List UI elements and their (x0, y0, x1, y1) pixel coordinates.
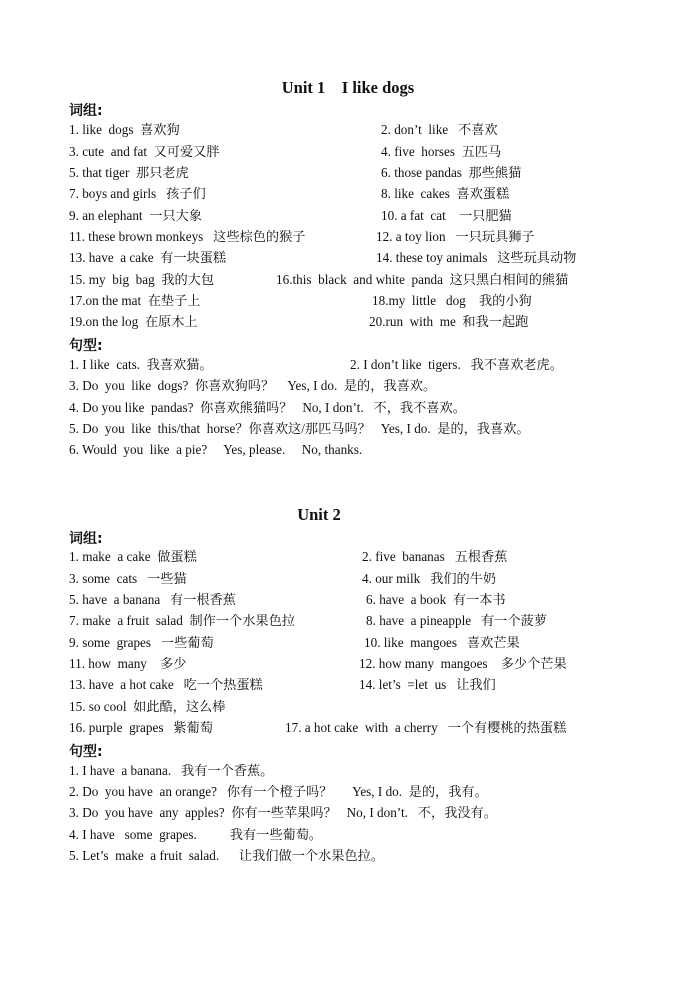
unit2-sentence-4: 4. I have some grapes. 我有一些葡萄。 (69, 827, 323, 842)
unit1-phrase-18: 18.my little dog 我的小狗 (372, 293, 532, 308)
unit2-sentence-3: 3. Do you have any apples? 你有一些苹果吗？ No, I don’t. 不，我没有。 (69, 805, 497, 820)
unit2-phrase-15: 15. so cool 如此酷，这么棒 (69, 699, 226, 714)
unit1-phrase-15: 15. my big bag 我的大包 (69, 272, 215, 287)
unit1-sentence-3: 3. Do you like dogs? 你喜欢狗吗？ Yes, I do. 是的，我喜欢。 (69, 378, 437, 393)
unit2-sentence-1: 1. I have a banana. 我有一个香蕉。 (69, 763, 274, 778)
unit2-phrase-7: 7. make a fruit salad 制作一个水果色拉 (69, 613, 295, 628)
unit1-sentence-5: 5. Do you like this/that horse？你喜欢这/那匹马吗？ Yes, I do. 是的，我喜欢。 (69, 421, 530, 436)
unit2-sentences-heading: 句型: (69, 744, 103, 760)
unit1-phrase-3: 3. cute and fat 又可爱又胖 (69, 144, 220, 159)
unit1-sentences-heading: 句型: (69, 338, 103, 354)
unit2-phrase-11: 11. how many 多少 (69, 656, 187, 671)
unit1-phrase-19: 19.on the log 在原木上 (69, 314, 198, 329)
unit1-phrase-9: 9. an elephant 一只大象 (69, 208, 202, 223)
unit2-phrase-10: 10. like mangoes 喜欢芒果 (364, 635, 520, 650)
unit1-phrase-6: 6. those pandas 那些熊猫 (381, 165, 522, 180)
unit2-phrase-12: 12. how many mangoes 多少个芒果 (359, 656, 567, 671)
unit1-phrase-4: 4. five horses 五匹马 (381, 144, 502, 159)
unit1-phrase-7: 7. boys and girls 孩子们 (69, 186, 206, 201)
unit1-phrase-11: 11. these brown monkeys 这些棕色的猴子 (69, 229, 306, 244)
unit2-phrase-4: 4. our milk 我们的牛奶 (362, 571, 497, 586)
unit2-phrase-13: 13. have a hot cake 吃一个热蛋糕 (69, 677, 263, 692)
unit2-phrase-1: 1. make a cake 做蛋糕 (69, 549, 197, 564)
unit2-phrase-16: 16. purple grapes 紫葡萄 (69, 720, 213, 735)
unit2-phrase-14: 14. let’s =let us 让我们 (359, 677, 496, 692)
unit2-phrase-2: 2. five bananas 五根香蕉 (362, 549, 508, 564)
unit1-sentence-6: 6. Would you like a pie? Yes, please. No, thanks. (69, 442, 363, 457)
unit1-phrase-17: 17.on the mat 在垫子上 (69, 293, 201, 308)
unit1-sentence-2: 2. I don’t like tigers. 我不喜欢老虎。 (350, 357, 563, 372)
unit1-phrase-20: 20.run with me 和我一起跑 (369, 314, 529, 329)
unit1-title: Unit 1 I like dogs (281, 78, 415, 97)
unit2-sentence-2: 2. Do you have an orange? 你有一个橙子吗？ Yes, I do. 是的，我有。 (69, 784, 488, 799)
unit2-sentence-5: 5. Let’s make a fruit salad. 让我们做一个水果色拉。 (69, 848, 384, 863)
unit1-phrases-heading: 词组: (69, 103, 103, 119)
unit1-phrase-8: 8. like cakes 喜欢蛋糕 (381, 186, 510, 201)
unit2-phrase-5: 5. have a banana 有一根香蕉 (69, 592, 236, 607)
unit2-phrase-9: 9. some grapes 一些葡萄 (69, 635, 214, 650)
unit1-phrase-10: 10. a fat cat 一只肥猫 (381, 208, 512, 223)
unit1-phrase-12: 12. a toy lion 一只玩具狮子 (376, 229, 535, 244)
unit1-phrase-16: 16.this black and white panda 这只黑白相间的熊猫 (276, 272, 569, 287)
unit2-phrase-6: 6. have a book 有一本书 (366, 592, 506, 607)
unit1-phrase-5: 5. that tiger 那只老虎 (69, 165, 189, 180)
unit2-title: Unit 2 (297, 505, 341, 524)
unit1-phrase-1: 1. like dogs 喜欢狗 (69, 122, 180, 137)
unit2-phrases-heading: 词组: (69, 531, 103, 547)
unit2-phrase-8: 8. have a pineapple 有一个菠萝 (366, 613, 547, 628)
unit1-phrase-14: 14. these toy animals 这些玩具动物 (376, 250, 577, 265)
unit1-phrase-13: 13. have a cake 有一块蛋糕 (69, 250, 227, 265)
unit1-sentence-1: 1. I like cats. 我喜欢猫。 (69, 357, 213, 372)
unit2-phrase-17: 17. a hot cake with a cherry 一个有樱桃的热蛋糕 (285, 720, 567, 735)
unit1-sentence-4: 4. Do you like pandas? 你喜欢熊猫吗？ No, I don’t. 不，我不喜欢。 (69, 400, 466, 415)
unit2-phrase-3: 3. some cats 一些猫 (69, 571, 187, 586)
unit1-phrase-2: 2. don’t like 不喜欢 (381, 122, 498, 137)
